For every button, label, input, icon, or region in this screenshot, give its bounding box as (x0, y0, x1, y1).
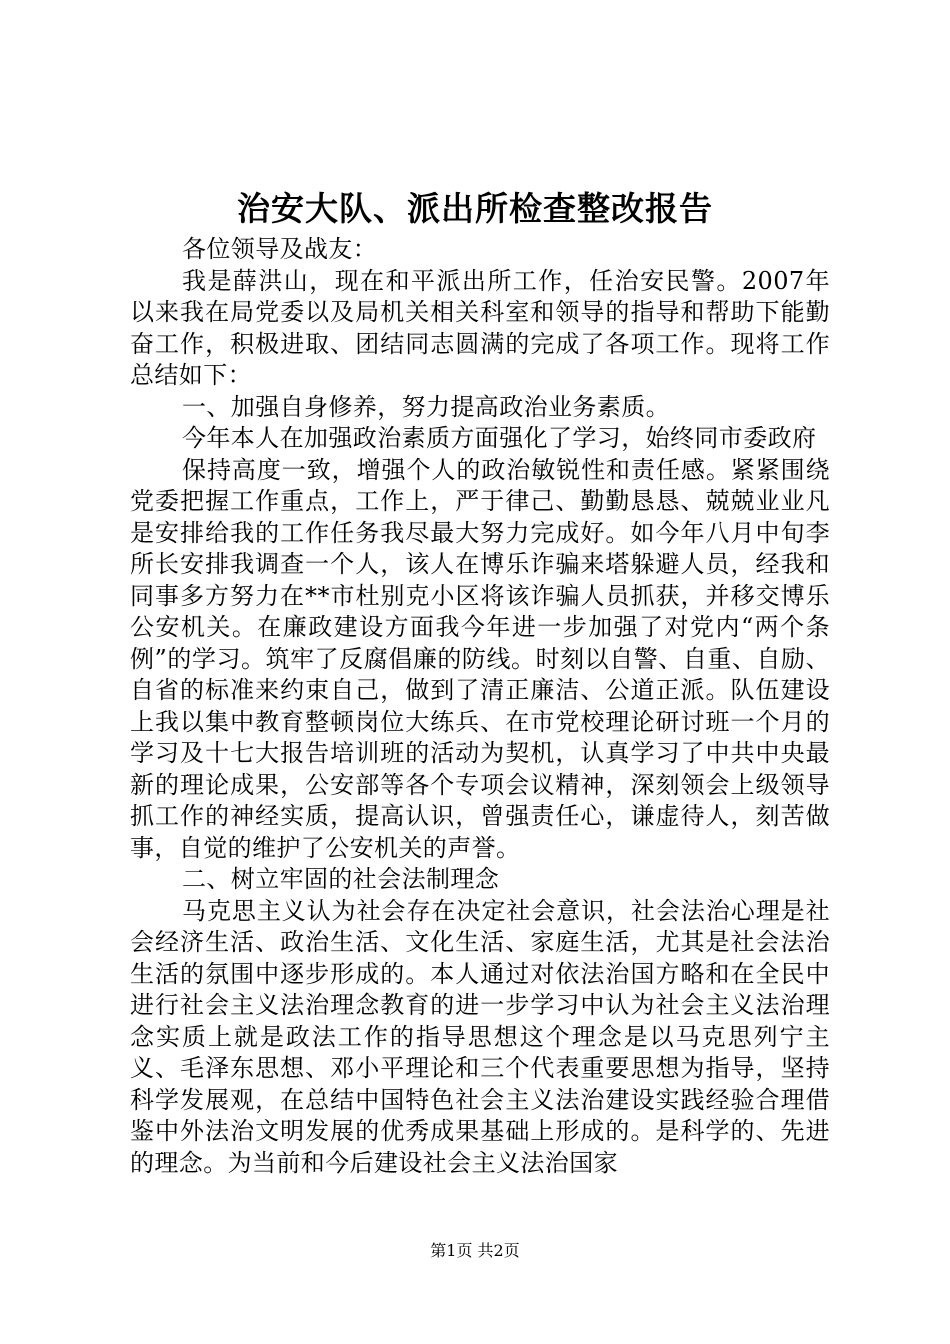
section-heading-2: 二、树立牢固的社会法制理念 (182, 865, 500, 893)
salutation-paragraph: 各位领导及战友： (182, 235, 378, 263)
section-heading-1: 一、加强自身修养，努力提高政治业务素质。 (182, 392, 670, 421)
body-paragraph: 马克思主义认为社会存在决定社会意识，社会法治心理是社会经济生活、政治生活、文化生活、家庭生活，尤其是社会法治生活的氛围中逐步形成的。本人通过对依法治国方略和在全民中进行社会主义法治理念教育的进一步学习中认为社会主义法治理念实质上就是政法工作的指导思想这个理念是以马克思列宁主义、毛泽东思想、邓小平理论和三个代表重要思想为指导，坚持科学发展观，在总结中国特色社会主义法治建设实践经验合理借鉴中外法治文明发展的优秀成果基础上形成的。是科学的、先进的理念。为当前和今后建设社会主义法治国家 (130, 896, 830, 1177)
page-footer: 第1页 共2页 (430, 1241, 520, 1260)
body-paragraph: 保持高度一致，增强个人的政治敏锐性和责任感。紧紧围绕党委把握工作重点，工作上，严于律己、勤勤恳恳、兢兢业业凡是安排给我的工作任务我尽最大努力完成好。如今年八月中旬李所长安排我调查一个人，该人在博乐诈骗来塔躲避人员，经我和同事多方努力在**市杜别克小区将该诈骗人员抓获，并移交博乐公安机关。在廉政建设方面我今年进一步加强了对党内“两个条例”的学习。筑牢了反腐倡廉的防线。时刻以自警、自重、自励、自省的标准来约束自己，做到了清正廉洁、公道正派。队伍建设上我以集中教育整顿岗位大练兵、在市党校理论研讨班一个月的学习及十七大报告培训班的活动为契机，认真学习了中共中央最新的理论成果，公安部等各个专项会议精神，深刻领会上级领导抓工作的神经实质，提高认识，曾强责任心，谦虚待人，刻苦做事，自觉的维护了公安机关的声誉。 (130, 455, 830, 862)
body-paragraph: 今年本人在加强政治素质方面强化了学习，始终同市委政府 (182, 424, 817, 452)
document-body (130, 234, 830, 1179)
document-title: 治安大队、派出所检查整改报告 (237, 189, 713, 228)
intro-paragraph: 我是薛洪山，现在和平派出所工作，任治安民警。2007年以来我在局党委以及局机关相关科室和领导的指导和帮助下能勤奋工作，积极进取、团结同志圆满的完成了各项工作。现将工作总结如下： (130, 266, 830, 389)
